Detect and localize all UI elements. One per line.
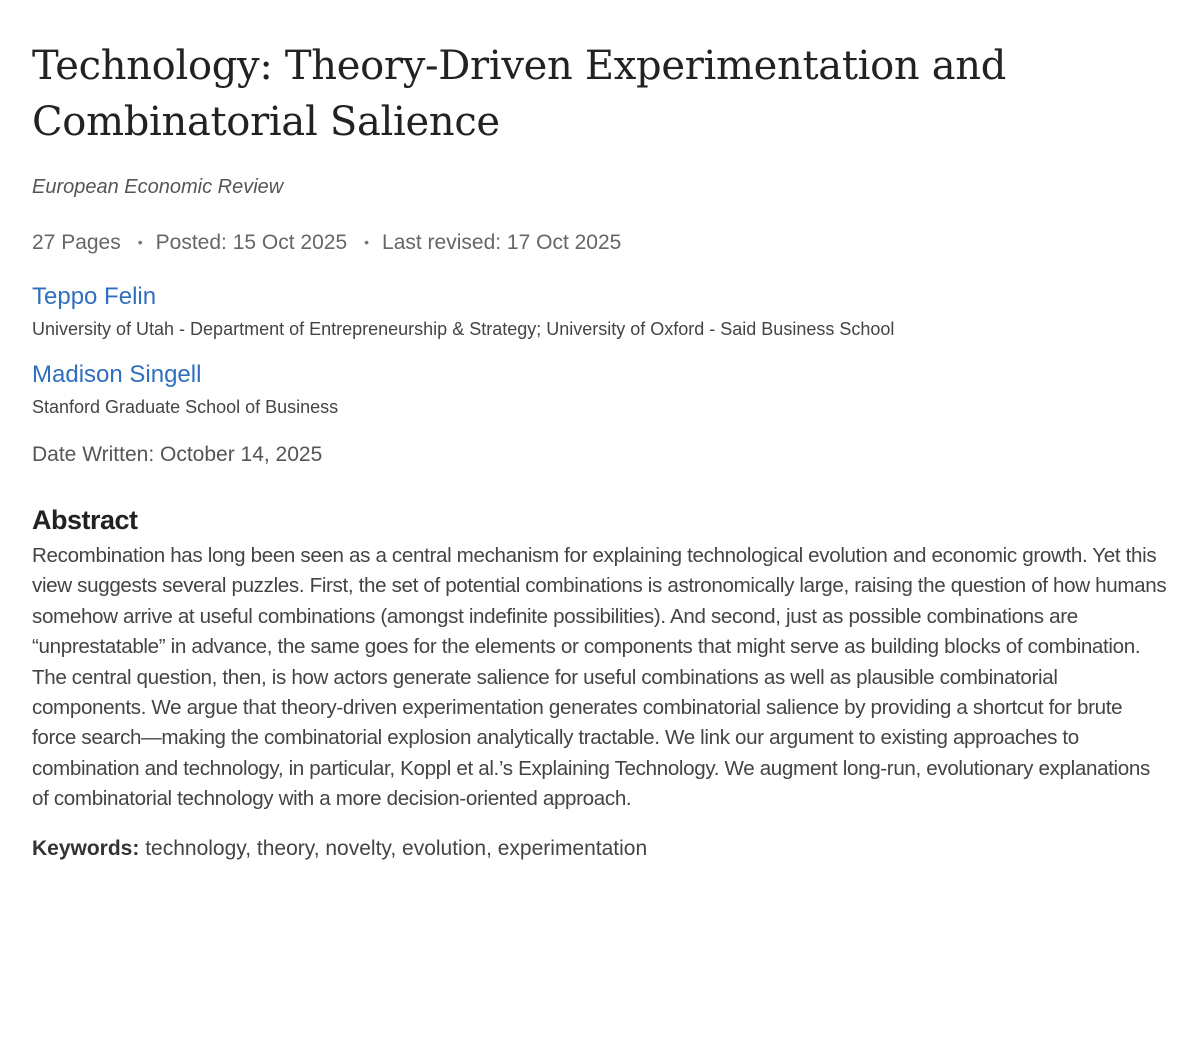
paper-page <box>32 38 1168 863</box>
posted-date: Posted: 15 Oct 2025 <box>155 231 348 254</box>
journal-name: European Economic Review <box>32 176 284 198</box>
author-block <box>32 281 1168 341</box>
keywords-list: technology, theory, novelty, evolution, experimentation <box>145 836 648 860</box>
author-block <box>32 359 1168 419</box>
last-revised-date: Last revised: 17 Oct 2025 <box>382 231 622 254</box>
author-affiliation: University of Utah - Department of Entrepreneurship & Strategy; University of Oxford - Said Business School <box>32 319 895 339</box>
keywords <box>32 835 1168 863</box>
author-affiliation: Stanford Graduate School of Business <box>32 397 339 417</box>
abstract-text: Recombination has long been seen as a central mechanism for explaining technological evolution and economic growth. Yet this view suggests several puzzles. First, the set of potential combinations is astronomically large, raising the question of how humans somehow arrive at useful combinations (amongst indefinite possibilities). And second, just as possible combinations are “unprestatable” in advance, the same goes for the elements or components that might serve as building blocks of combination. The central question, then, is how actors generate salience for useful combinations as well as plausible combinatorial components. We argue that theory-driven experimentation generates combinatorial salience by providing a shortcut for brute force search—making the combinatorial explosion analytically tractable. We link our argument to existing approaches to combination and technology, in particular, Koppl et al.’s Explaining Technology. We augment long-run, evolutionary explanations of combinatorial technology with a more decision-oriented approach. <box>32 544 1167 811</box>
keywords-label: Keywords: <box>32 836 140 860</box>
author-link-teppo-felin[interactable]: Teppo Felin <box>32 283 157 310</box>
paper-title: Technology: Theory-Driven Experimentation and Combinatorial Salience <box>32 43 1007 145</box>
separator-dot: • <box>137 234 143 250</box>
abstract-heading: Abstract <box>32 505 138 535</box>
author-link-madison-singell[interactable]: Madison Singell <box>32 361 202 388</box>
page-count: 27 Pages <box>32 231 121 254</box>
separator-dot: • <box>364 234 370 250</box>
paper-meta <box>32 228 1168 257</box>
date-written: Date Written: October 14, 2025 <box>32 443 323 466</box>
